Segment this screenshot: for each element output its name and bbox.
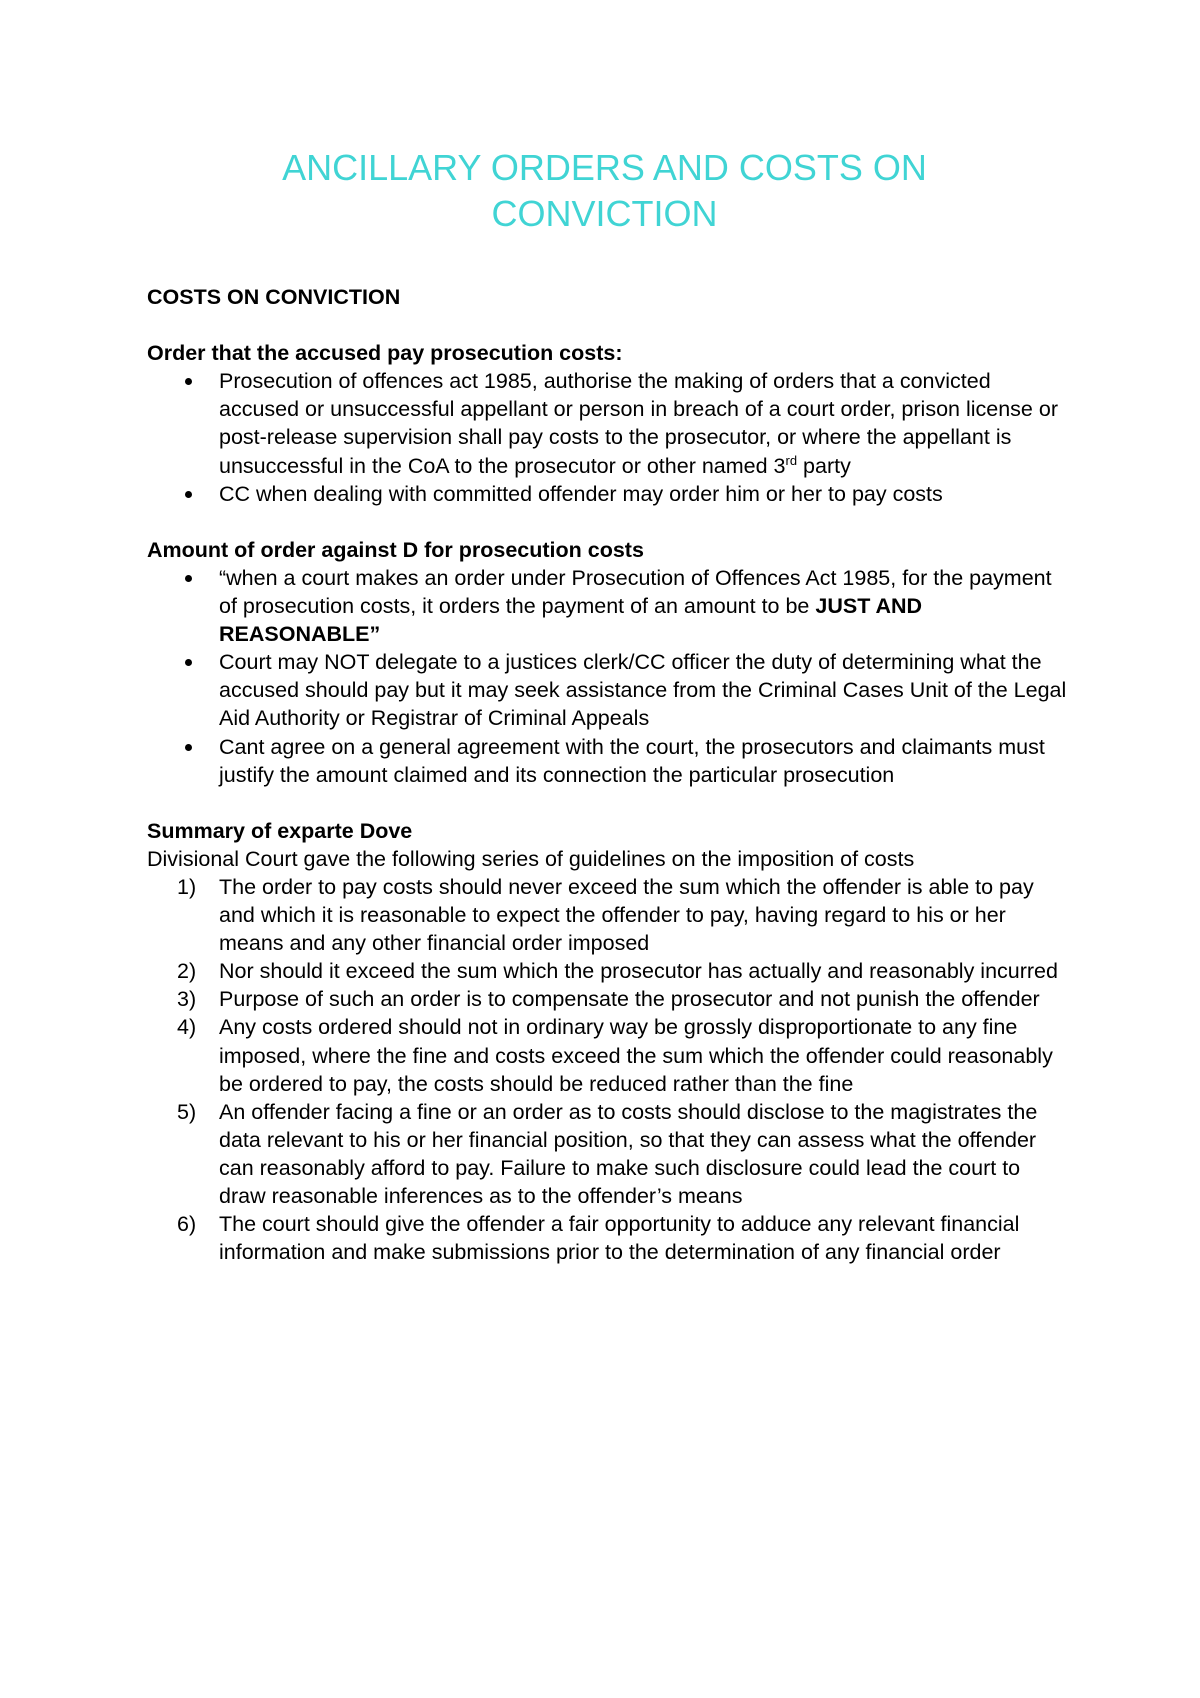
document-title xyxy=(147,145,1062,237)
bullet-icon xyxy=(185,744,192,751)
list-item xyxy=(147,367,1067,479)
list-item-text: An offender facing a fine or an order as to costs should disclose to the magistrates the data relevant to his or her financial position, so that they can assess what the offender can reasonably afford to pay. Failure to make such disclosure could lead the court to draw reasonable inferences as to the offender’s means xyxy=(219,1099,1038,1208)
list-number: 4) xyxy=(177,1015,197,1040)
bullet-icon xyxy=(185,491,192,498)
list-item xyxy=(147,480,1067,508)
section-heading-amount: Amount of order against D for prosecution costs xyxy=(147,537,644,562)
document-title-line-1: ANCILLARY ORDERS AND COSTS ON xyxy=(282,147,927,188)
list-item-text-tail: party xyxy=(797,453,851,478)
list-item xyxy=(147,1013,1067,1097)
bullet-icon xyxy=(185,659,192,666)
list-item-text: Court may NOT delegate to a justices clerk/CC officer the duty of determining what the accused should pay but it may seek assistance from the Criminal Cases Unit of the Legal Aid Authority or Registrar of Criminal Appeals xyxy=(219,650,1067,731)
bullet-icon xyxy=(185,575,192,582)
section-heading-costs-on-conviction: COSTS ON CONVICTION xyxy=(147,285,401,309)
list-item-text: CC when dealing with committed offender may order him or her to pay costs xyxy=(219,481,943,506)
bullet-list-amount xyxy=(147,564,1067,789)
list-item xyxy=(147,957,1067,985)
section-heading-dove: Summary of exparte Dove xyxy=(147,818,413,843)
numbered-list-guidelines xyxy=(147,873,1067,1266)
list-item xyxy=(147,1210,1067,1266)
list-item xyxy=(147,733,1067,789)
section-intro-text: Divisional Court gave the following series of guidelines on the imposition of costs xyxy=(147,846,915,871)
list-item xyxy=(147,985,1067,1013)
list-item-bold-text: JUST AND REASONABLE” xyxy=(219,594,923,647)
list-item-text: Cant agree on a general agreement with the court, the prosecutors and claimants must justify the amount claimed and its connection the particular prosecution xyxy=(219,734,1045,787)
list-number: 5) xyxy=(177,1099,197,1124)
document-body xyxy=(147,283,1067,1294)
list-item-text: The court should give the offender a fair opportunity to adduce any relevant financial information and make submissions prior to the determination of any financial order xyxy=(219,1212,1020,1265)
list-item-text: Purpose of such an order is to compensate the prosecutor and not punish the offender xyxy=(219,987,1040,1012)
list-item-text: Prosecution of offences act 1985, authorise the making of orders that a convicted accused or unsuccessful appellant or person in breach of a court order, prison license or post-release supervision shall pay costs to the prosecutor, or where the appellant is unsuccessful in the CoA to the prosecutor or other named 3 xyxy=(219,369,1058,478)
list-item xyxy=(147,564,1067,648)
list-number: 6) xyxy=(177,1212,197,1237)
list-item xyxy=(147,1098,1067,1210)
document-title-line-2: CONVICTION xyxy=(491,193,718,234)
list-item-text: Any costs ordered should not in ordinary way be grossly disproportionate to any fine imposed, where the fine and costs exceed the sum which the offender could reasonably be ordered to pay, the costs should be reduced rather than the fine xyxy=(219,1015,1053,1096)
list-item xyxy=(147,648,1067,732)
list-number: 1) xyxy=(177,874,197,899)
section-heading-order: Order that the accused pay prosecution costs: xyxy=(147,341,623,366)
bullet-list-order xyxy=(147,367,1067,507)
section-order-accused-pay xyxy=(147,339,1067,508)
list-item-text: The order to pay costs should never exceed the sum which the offender is able to pay and which it is reasonable to expect the offender to pay, having regard to his or her means and any other financial order imposed xyxy=(219,874,1034,956)
list-item-text: Nor should it exceed the sum which the prosecutor has actually and reasonably incurred xyxy=(219,959,1058,984)
superscript-text: rd xyxy=(785,452,798,468)
list-item-text: “when a court makes an order under Prosecution of Offences Act 1985, for the payment of prosecution costs, it orders the payment of an amount to be xyxy=(219,565,1052,619)
list-number: 3) xyxy=(177,987,197,1012)
section-amount-of-order xyxy=(147,536,1067,789)
section-exparte-dove xyxy=(147,817,1067,1267)
list-item xyxy=(147,873,1067,957)
bullet-icon xyxy=(185,378,192,385)
list-number: 2) xyxy=(177,959,197,984)
